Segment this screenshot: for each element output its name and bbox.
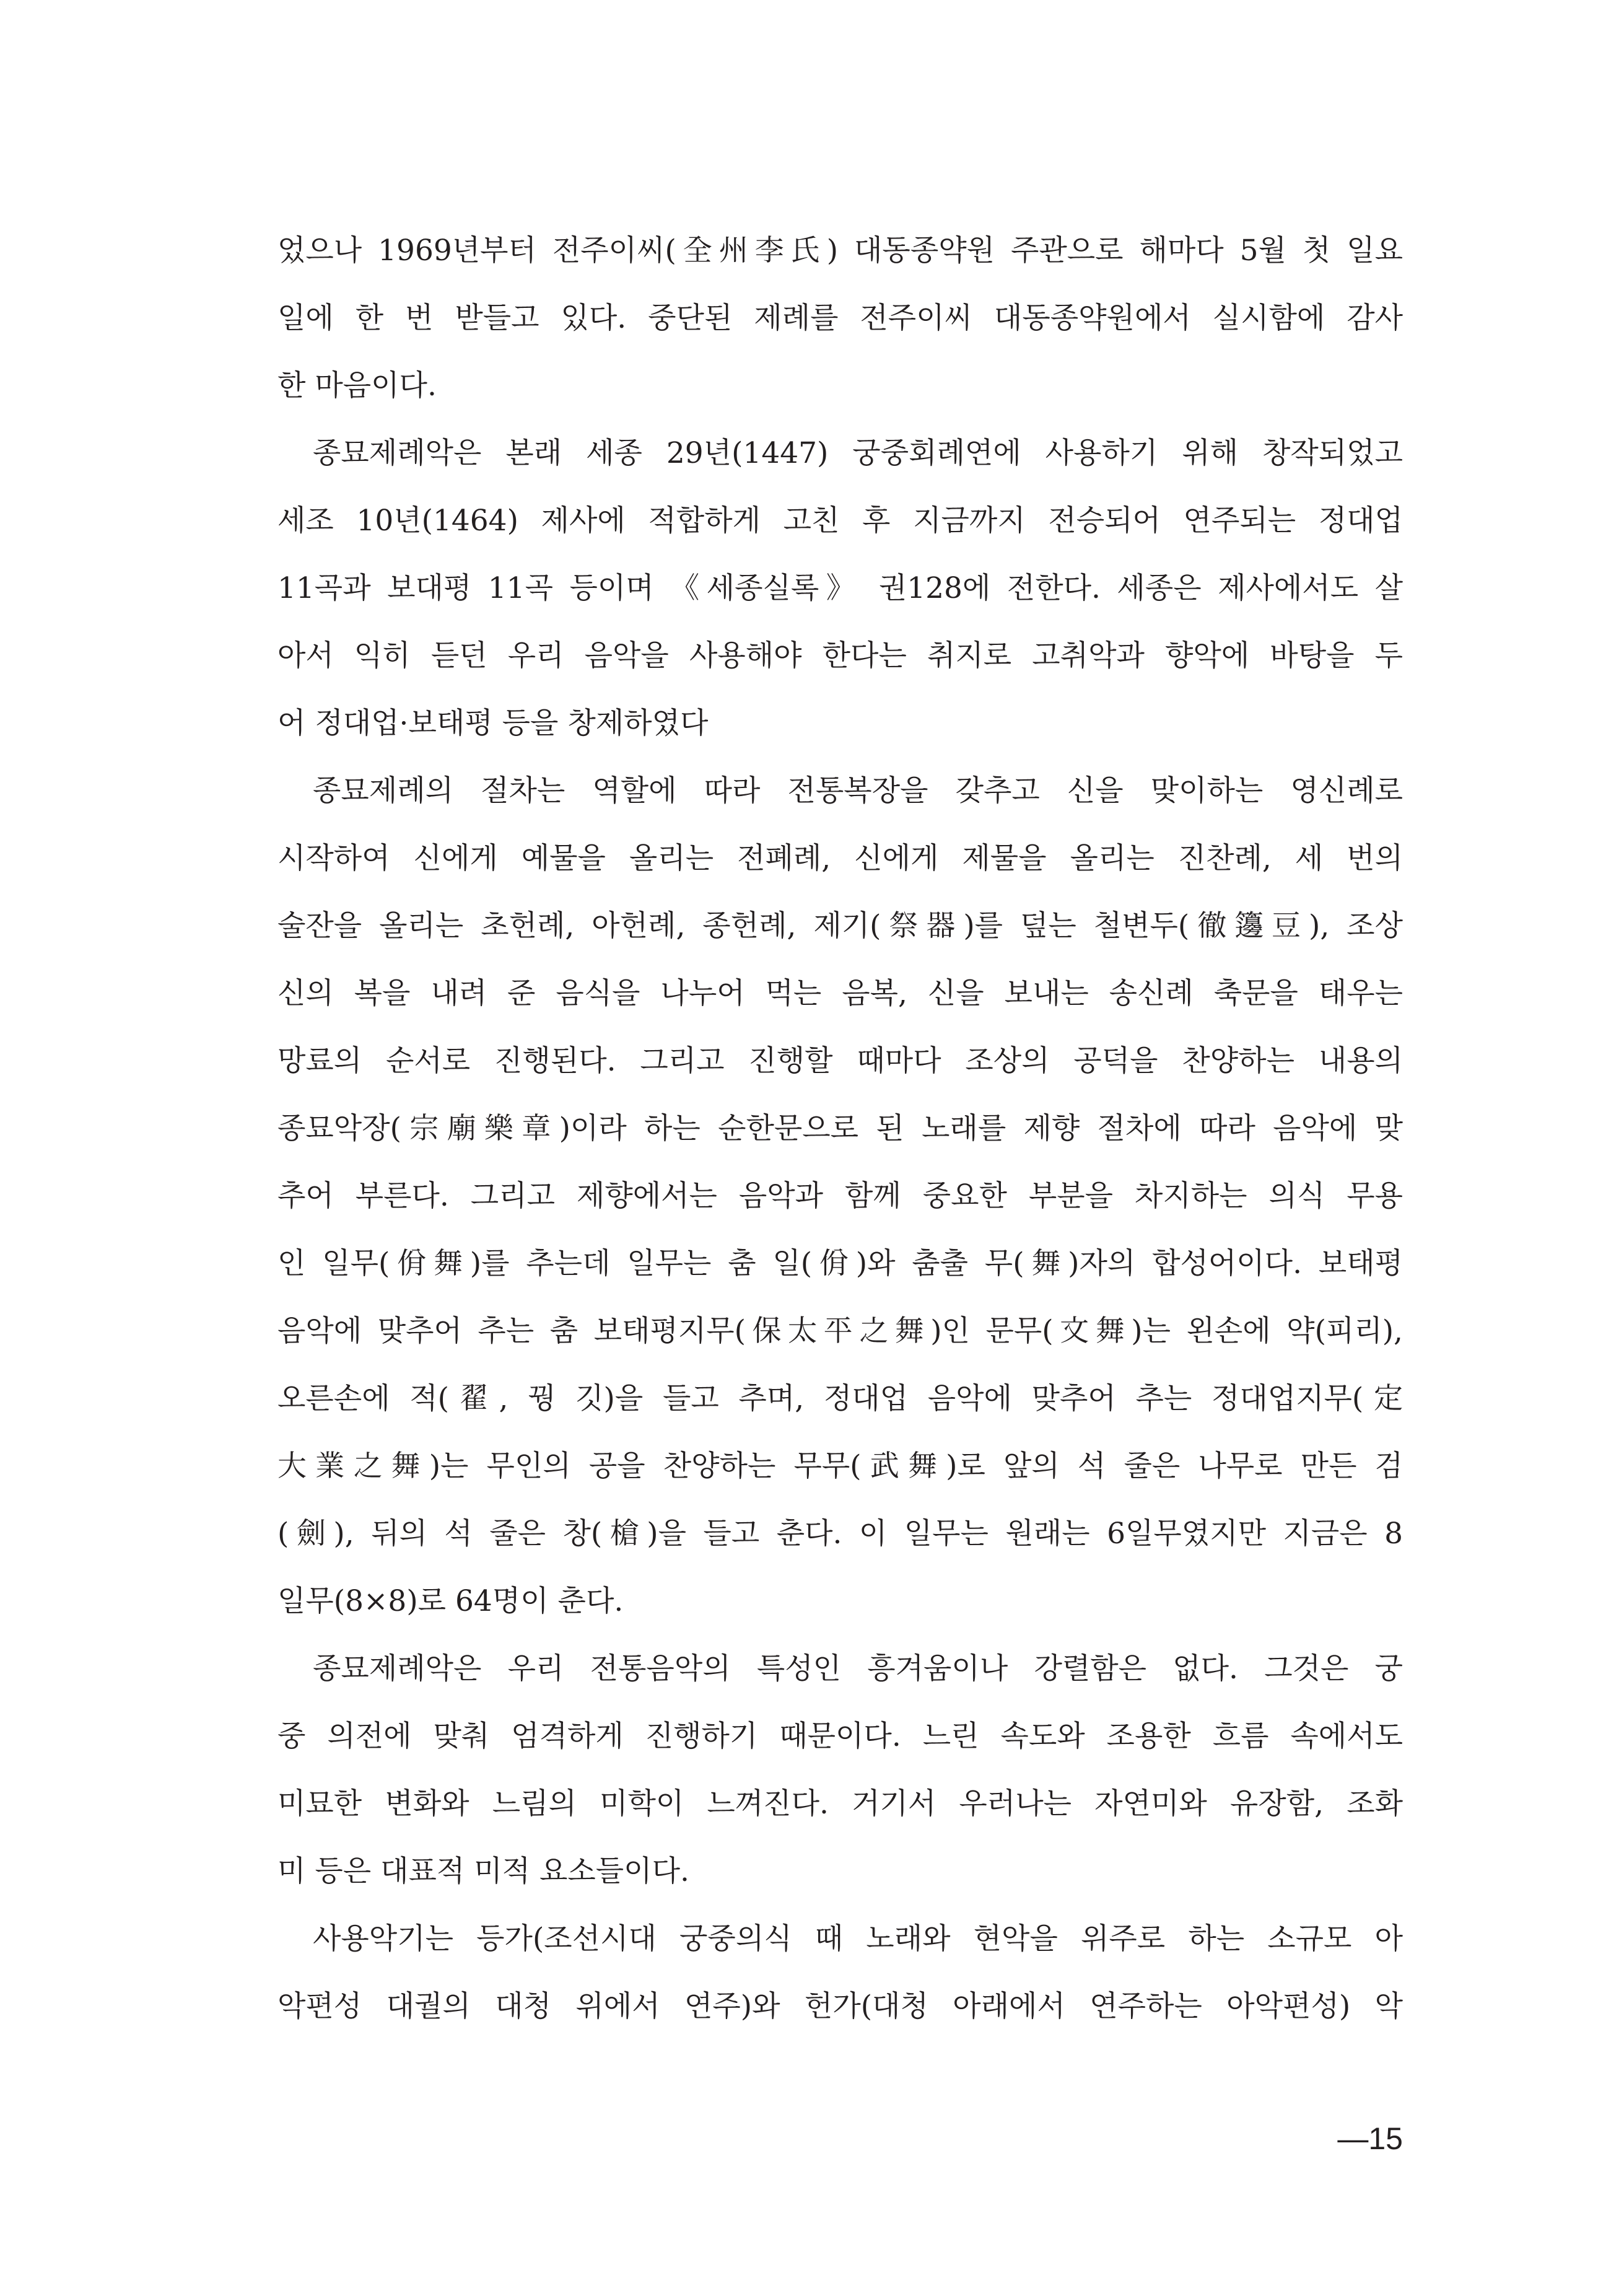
text-line: 오른손에 적(翟, 꿩 깃)을 들고 추며, 정대업 음악에 맞추어 추는 정대업지무(定: [277, 1382, 1403, 1416]
text-line: 종묘제례악은 우리 전통음악의 특성인 흥겨움이나 강렬함은 없다. 그것은 궁: [313, 1652, 1403, 1686]
text-line: 신의 복을 내려 준 음식을 나누어 먹는 음복, 신을 보내는 송신례 축문을 태우는: [277, 976, 1403, 1010]
page-number: —15: [1337, 2121, 1403, 2156]
text-line: 세조 10년(1464) 제사에 적합하게 고친 후 지금까지 전승되어 연주되는 정대업: [277, 504, 1403, 538]
paragraph: [277, 217, 1403, 419]
text-line: 일에 한 번 받들고 있다. 중단된 제례를 전주이씨 대동종약원에서 실시함에 감사: [277, 301, 1403, 335]
text-line: 미 등은 대표적 미적 요소들이다.: [277, 1854, 689, 1888]
paragraph: [277, 419, 1403, 757]
paragraph: [277, 1635, 1403, 1905]
text-line: 악편성 대궐의 대청 위에서 연주)와 헌가(대청 아래에서 연주하는 아악편성) 악: [277, 1989, 1403, 2023]
text-line: 중 의전에 맞춰 엄격하게 진행하기 때문이다. 느린 속도와 조용한 흐름 속에서도: [277, 1719, 1403, 1753]
text-line: 망료의 순서로 진행된다. 그리고 진행할 때마다 조상의 공덕을 찬양하는 내용의: [277, 1044, 1403, 1078]
text-line: 아서 익히 듣던 우리 음악을 사용해야 한다는 취지로 고취악과 향악에 바탕을 두: [277, 639, 1403, 673]
text-line: 일무(8×8)로 64명이 춘다.: [277, 1584, 624, 1618]
text-line: 미묘한 변화와 느림의 미학이 느껴진다. 거기서 우러나는 자연미와 유장함, 조화: [277, 1787, 1403, 1821]
text-line: 종묘악장(宗廟樂章)이라 하는 순한문으로 된 노래를 제향 절차에 따라 음악에 맞: [277, 1111, 1403, 1146]
text-line: 인 일무(佾舞)를 추는데 일무는 춤 일(佾)와 춤출 무(舞)자의 합성어이다. 보태평: [277, 1247, 1403, 1281]
text-line: 사용악기는 등가(조선시대 궁중의식 때 노래와 현악을 위주로 하는 소규모 아: [313, 1922, 1403, 1956]
text-line: 시작하여 신에게 예물을 올리는 전폐례, 신에게 제물을 올리는 진찬례, 세 번의: [277, 841, 1403, 875]
text-line: 종묘제례의 절차는 역할에 따라 전통복장을 갖추고 신을 맞이하는 영신례로: [313, 774, 1403, 808]
paragraph: [277, 1905, 1403, 2040]
text-line: 大業之舞)는 무인의 공을 찬양하는 무무(武舞)로 앞의 석 줄은 나무로 만든 검: [277, 1449, 1403, 1483]
text-line: 음악에 맞추어 추는 춤 보태평지무(保太平之舞)인 문무(文舞)는 왼손에 약(피리),: [277, 1314, 1403, 1348]
text-line: 한 마음이다.: [277, 369, 437, 403]
text-line: 종묘제례악은 본래 세종 29년(1447) 궁중회례연에 사용하기 위해 창작되었고: [313, 436, 1403, 470]
body-text: [277, 217, 1403, 2040]
text-line: (劍), 뒤의 석 줄은 창(槍)을 들고 춘다. 이 일무는 원래는 6일무였지만 지금은 8: [277, 1517, 1403, 1551]
text-line: 11곡과 보대평 11곡 등이며 《세종실록》 권128에 전한다. 세종은 제사에서도 살: [277, 571, 1403, 605]
text-line: 었으나 1969년부터 전주이씨(全州李氏) 대동종약원 주관으로 해마다 5월 첫 일요: [277, 234, 1403, 268]
text-line: 추어 부른다. 그리고 제향에서는 음악과 함께 중요한 부분을 차지하는 의식 무용: [277, 1179, 1403, 1213]
text-line: 술잔을 올리는 초헌례, 아헌례, 종헌례, 제기(祭器)를 덮는 철변두(徹籩豆), 조상: [277, 909, 1403, 943]
text-line: 어 정대업·보태평 등을 창제하였다: [277, 706, 709, 740]
paragraph: [277, 757, 1403, 1635]
